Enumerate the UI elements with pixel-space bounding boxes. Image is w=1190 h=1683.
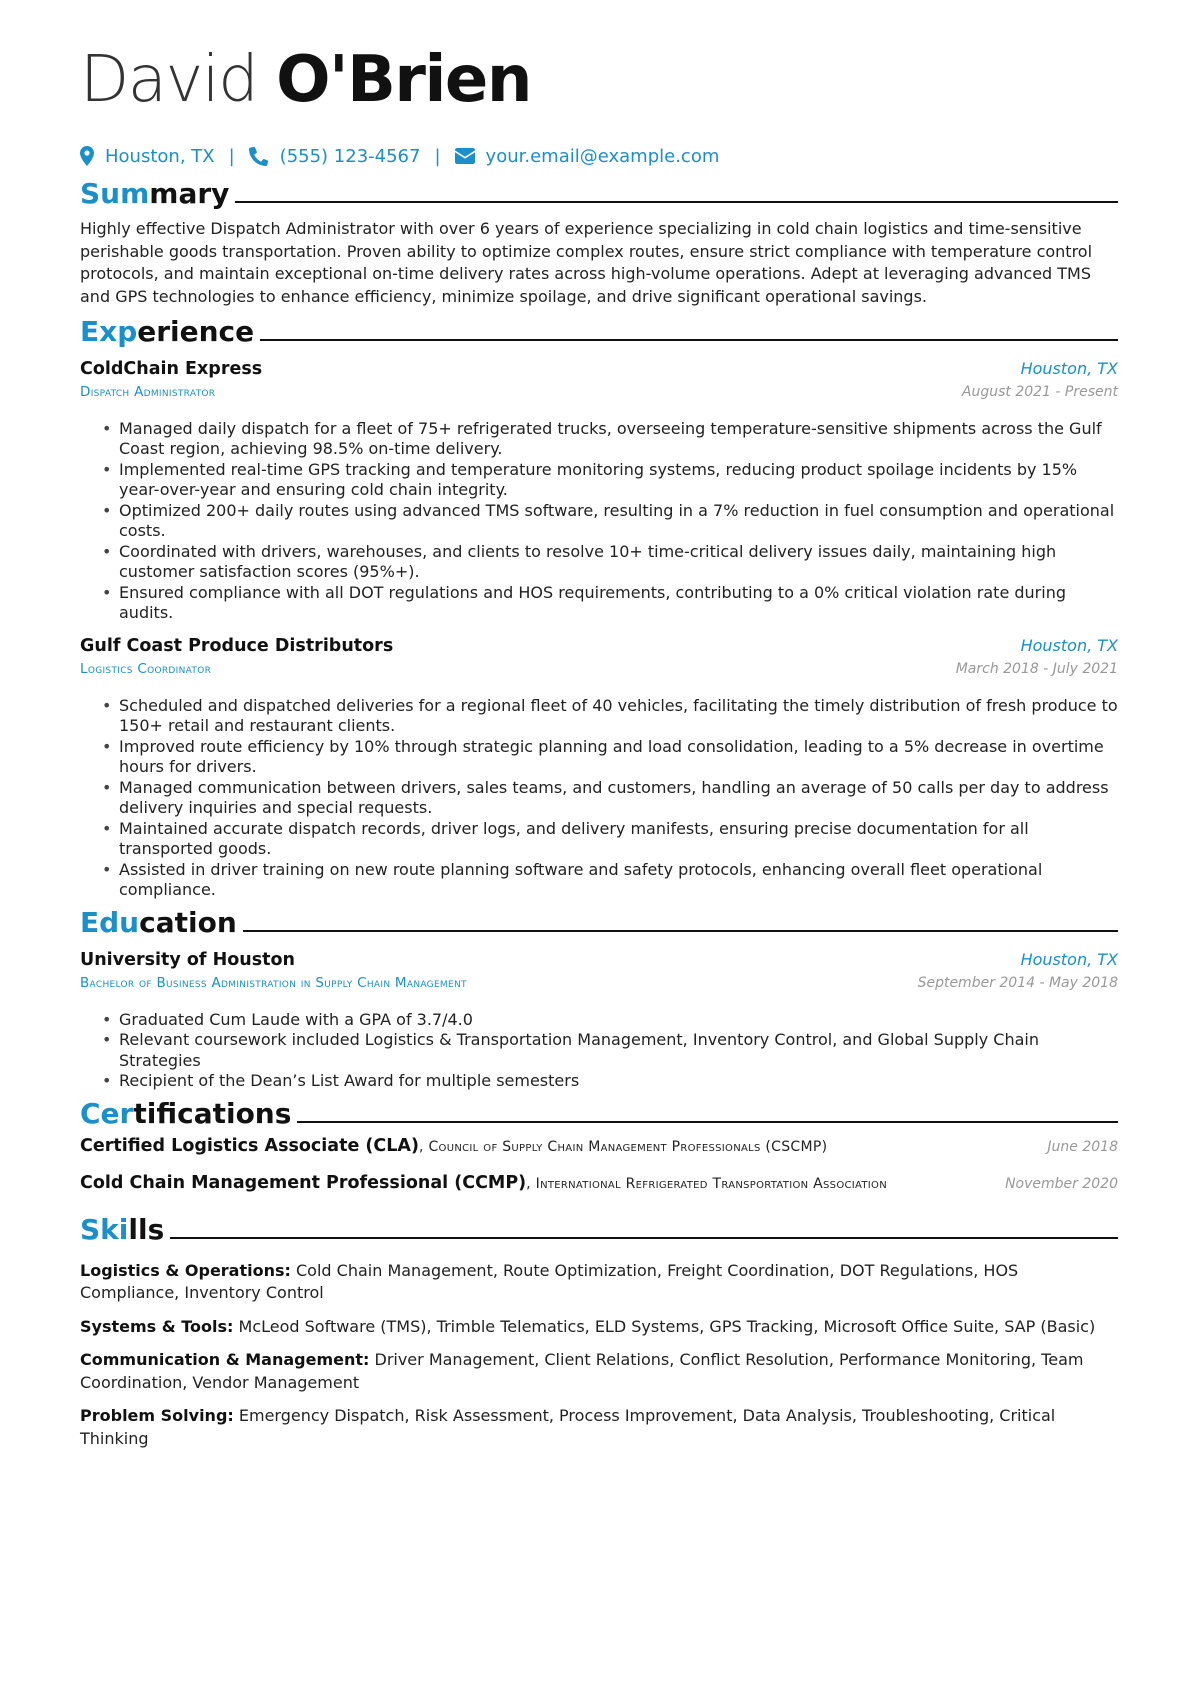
list-item: • Maintained accurate dispatch records, driver logs, and delivery manifests, ensuring precise documentation for all transported goods. (80, 819, 1118, 860)
skill-group (80, 1316, 1118, 1339)
summary-text: Highly effective Dispatch Administrator with over 6 years of experience specializing in cold chain logistics and time-sensitive perishable goods transportation. Proven ability to optimize complex routes, ensure strict compliance with temperature control protocols, and maintain exceptional on-time delivery rates across high-volume operations. Adept at leveraging advanced TMS and GPS technologies to enhance efficiency, minimize spoilage, and drive significant operational savings. (80, 219, 1093, 307)
last-name: O'Brien (276, 43, 531, 117)
skill-group-items: Cold Chain Management, Route Optimization, Freight Coordination, DOT Regulations, HOS Compliance, Inventory Control (80, 1260, 1019, 1303)
contact-line (80, 144, 1118, 168)
certification-issuer: , International Refrigerated Transportation Association (526, 1175, 887, 1192)
certification-name: Cold Chain Management Professional (CCMP) (80, 1172, 527, 1193)
location-text: Houston, TX (105, 145, 215, 167)
list-item: • Managed daily dispatch for a fleet of 75+ refrigerated trucks, overseeing temperature-sensitive shipments across the Gulf Coast region, achieving 98.5% on-time delivery. (80, 419, 1118, 460)
map-pin-icon (80, 146, 94, 166)
degree: Bachelor of Business Administration in Supply Chain Management (80, 974, 467, 991)
skill-group-items: McLeod Software (TMS), Trimble Telematics, ELD Systems, GPS Tracking, Microsoft Office Suite, SAP (Basic) (233, 1316, 1096, 1336)
job-location: Houston, TX (1020, 635, 1118, 655)
skill-group (80, 1260, 1118, 1305)
certifications-list (80, 1136, 1118, 1210)
school-name: University of Houston (80, 949, 295, 970)
certification-name: Certified Logistics Associate (CLA) (80, 1135, 419, 1156)
first-name: David (80, 43, 258, 117)
section-rule (170, 1237, 1118, 1239)
separator: | (434, 145, 441, 167)
summary-heading (80, 174, 1118, 212)
job-dates: March 2018 - July 2021 (955, 660, 1118, 677)
job-title: Logistics Coordinator (80, 660, 212, 677)
certification-item (80, 1173, 1118, 1210)
envelope-icon (455, 148, 475, 164)
list-item: • Coordinated with drivers, warehouses, and clients to resolve 10+ time-critical delivery issues daily, maintaining high customer satisfaction scores (95%+). (80, 542, 1118, 583)
list-item: • Graduated Cum Laude with a GPA of 3.7/4.0 (80, 1010, 1118, 1031)
list-item: • Recipient of the Dean’s List Award for multiple semesters (80, 1071, 1118, 1092)
skills-heading (80, 1210, 1118, 1248)
section-rule (297, 1121, 1118, 1123)
list-item: • Optimized 200+ daily routes using advanced TMS software, resulting in a 7% reduction in fuel consumption and operational costs. (80, 501, 1118, 542)
list-item: • Assisted in driver training on new route planning software and safety protocols, enhancing overall fleet operational compliance. (80, 860, 1118, 901)
section-rule (235, 201, 1118, 203)
heading-rest: mary (149, 177, 230, 210)
skill-group (80, 1405, 1118, 1450)
skill-group-label: Communication & Management: (80, 1350, 370, 1370)
experience-heading (80, 312, 1118, 350)
heading-accent: Sum (80, 177, 150, 210)
job-bullets (80, 419, 1118, 624)
education-heading (80, 903, 1118, 941)
heading-accent: Ski (80, 1212, 129, 1246)
heading-accent: Edu (80, 905, 140, 939)
heading-accent: Cer (80, 1096, 134, 1130)
skills-list (80, 1260, 1118, 1451)
education-dates: September 2014 - May 2018 (917, 974, 1118, 991)
heading-accent: Exp (80, 314, 138, 348)
list-item: • Implemented real-time GPS tracking and temperature monitoring systems, reducing product spoilage incidents by 15% year-over-year and ensuring cold chain integrity. (80, 460, 1118, 501)
certification-date: June 2018 (1047, 1138, 1118, 1155)
heading-rest: erience (137, 314, 255, 348)
company-name: Gulf Coast Produce Distributors (80, 635, 394, 656)
job-entry (80, 636, 1118, 901)
school-location: Houston, TX (1020, 949, 1118, 969)
email-link[interactable]: your.email@example.com (485, 145, 720, 167)
section-rule (243, 930, 1118, 932)
phone-text: (555) 123-4567 (279, 145, 421, 167)
heading-rest: cation (139, 905, 237, 939)
skill-group-label: Problem Solving: (80, 1406, 234, 1426)
heading-rest: tifications (133, 1096, 292, 1130)
job-title: Dispatch Administrator (80, 383, 216, 400)
candidate-name (80, 40, 1118, 120)
job-entry (80, 359, 1118, 624)
skill-group-label: Systems & Tools: (80, 1316, 234, 1336)
skill-group-items: Emergency Dispatch, Risk Assessment, Process Improvement, Data Analysis, Troubleshooting, Critical Thinking (80, 1406, 1056, 1448)
certification-item (80, 1136, 1118, 1173)
separator: | (228, 145, 235, 167)
job-location: Houston, TX (1020, 358, 1118, 378)
list-item: • Improved route efficiency by 10% through strategic planning and load consolidation, leading to a 5% decrease in overtime hours for drivers. (80, 737, 1118, 778)
skill-group-items: Driver Management, Client Relations, Conflict Resolution, Performance Monitoring, Team Coordination, Vendor Management (80, 1350, 1084, 1392)
section-rule (260, 339, 1118, 341)
list-item: • Relevant coursework included Logistics & Transportation Management, Inventory Control, and Global Supply Chain Strategies (80, 1030, 1118, 1071)
skill-group (80, 1349, 1118, 1394)
list-item: • Scheduled and dispatched deliveries for a regional fleet of 40 vehicles, facilitating the timely distribution of fresh produce to 150+ retail and restaurant clients. (80, 696, 1118, 737)
certification-date: November 2020 (1005, 1175, 1118, 1192)
skill-group-label: Logistics & Operations: (80, 1260, 291, 1280)
resume-page (80, 40, 1118, 1461)
list-item: • Managed communication between drivers, sales teams, and customers, handling an average of 50 calls per day to address delivery inquiries and special requests. (80, 778, 1118, 819)
job-dates: August 2021 - Present (961, 383, 1118, 400)
certification-issuer: , Council of Supply Chain Management Professionals (CSCMP) (418, 1138, 828, 1155)
education-entry (80, 950, 1118, 1092)
education-bullets (80, 1010, 1118, 1092)
list-item: • Ensured compliance with all DOT regulations and HOS requirements, contributing to a 0% critical violation rate during audits. (80, 583, 1118, 624)
certifications-heading (80, 1094, 1118, 1132)
job-bullets (80, 696, 1118, 901)
phone-icon (249, 146, 269, 166)
company-name: ColdChain Express (80, 358, 263, 379)
heading-rest: lls (128, 1212, 165, 1246)
